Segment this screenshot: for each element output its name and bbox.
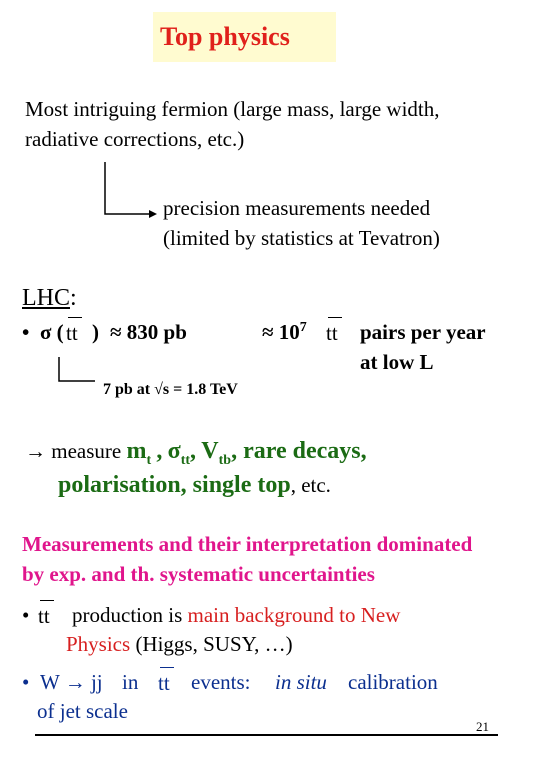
measure-word: measure: [51, 439, 122, 463]
tt-bar: [68, 317, 82, 318]
tevatron-elbow-icon: [55, 355, 100, 385]
bullet-1-dot: •: [22, 603, 30, 627]
intro-line-2: radiative corrections, etc.): [25, 127, 245, 151]
bullet-2-events: events:: [191, 670, 251, 694]
lhc-tt-symbol-2: [326, 321, 338, 346]
tt-bar: [40, 600, 54, 601]
physics-word: Physics: [66, 632, 131, 656]
w-to-jj: W → jj: [40, 670, 103, 694]
sigma-tt: $\sigma_{tt}$: [167, 438, 191, 468]
lhc-approx-10: [262, 320, 307, 345]
elbow-arrow-icon: [95, 160, 165, 220]
exponent: 7: [299, 320, 307, 335]
etc: , etc.: [290, 473, 331, 497]
lhc-sigma-open: σ (: [40, 320, 64, 344]
m-top: $m_t$: [126, 438, 152, 468]
tt-text: tt: [38, 604, 50, 628]
intro-line-1: Most intriguing fermion (large mass, large width,: [25, 97, 440, 121]
polarisation-single-top: polarisation, single top: [58, 472, 291, 498]
tt-text: tt: [158, 671, 170, 695]
lhc-label: LHC: [22, 285, 70, 311]
bullet-1-line-1: [72, 603, 400, 628]
higgs-susy: (Higgs, SUSY, …): [130, 632, 293, 656]
approx-10-text: ≈ 10: [262, 320, 300, 344]
lhc-sigma-close: ): [92, 320, 99, 344]
bullet-1-line-2: [66, 632, 293, 657]
pairs-line-1: pairs per year: [360, 320, 486, 344]
precision-line-2: (limited by statistics at Tevatron): [163, 226, 440, 250]
in-situ: in situ: [275, 670, 327, 694]
measure-line-1: [25, 438, 367, 469]
tt-text: tt: [326, 321, 338, 345]
lhc-bullet: •: [22, 320, 30, 344]
lhc-approx-830: ≈ 830 pb: [110, 320, 187, 344]
tt-bar: [160, 667, 174, 668]
v-tb: $V_{tb}$: [201, 438, 232, 468]
systematics-line-2: by exp. and th. systematic uncertainties: [22, 562, 375, 586]
pairs-line-2: at low L: [360, 350, 434, 374]
production-text: production is: [72, 603, 188, 627]
tt-text: tt: [66, 321, 78, 345]
lhc-tt-symbol: [66, 321, 78, 346]
bullet-2-tt-symbol: [158, 671, 170, 696]
lhc-heading: [22, 285, 77, 312]
measure-line-2: [58, 472, 331, 499]
right-arrow-icon: →: [25, 439, 46, 463]
bullet-2-line-2: of jet scale: [37, 699, 128, 723]
comma-2: ,: [190, 438, 197, 464]
systematics-line-1: Measurements and their interpretation dominated: [22, 532, 473, 556]
slide-title: Top physics: [160, 22, 290, 51]
bullet-2-dot: •: [22, 670, 30, 694]
rare-decays: , rare decays,: [231, 438, 367, 464]
lhc-colon: :: [70, 285, 77, 311]
bullet-1-tt-symbol: [38, 604, 50, 629]
comma-1: ,: [156, 438, 163, 464]
footer-rule: [35, 734, 498, 736]
calibration-word: calibration: [348, 670, 438, 694]
page-number: 21: [476, 719, 489, 734]
precision-line-1: precision measurements needed: [163, 196, 431, 220]
bullet-2-in: in: [122, 670, 139, 694]
tt-bar: [328, 317, 342, 318]
main-background-text: main background to New: [187, 603, 401, 627]
tevatron-note: 7 pb at √s = 1.8 TeV: [103, 381, 238, 398]
